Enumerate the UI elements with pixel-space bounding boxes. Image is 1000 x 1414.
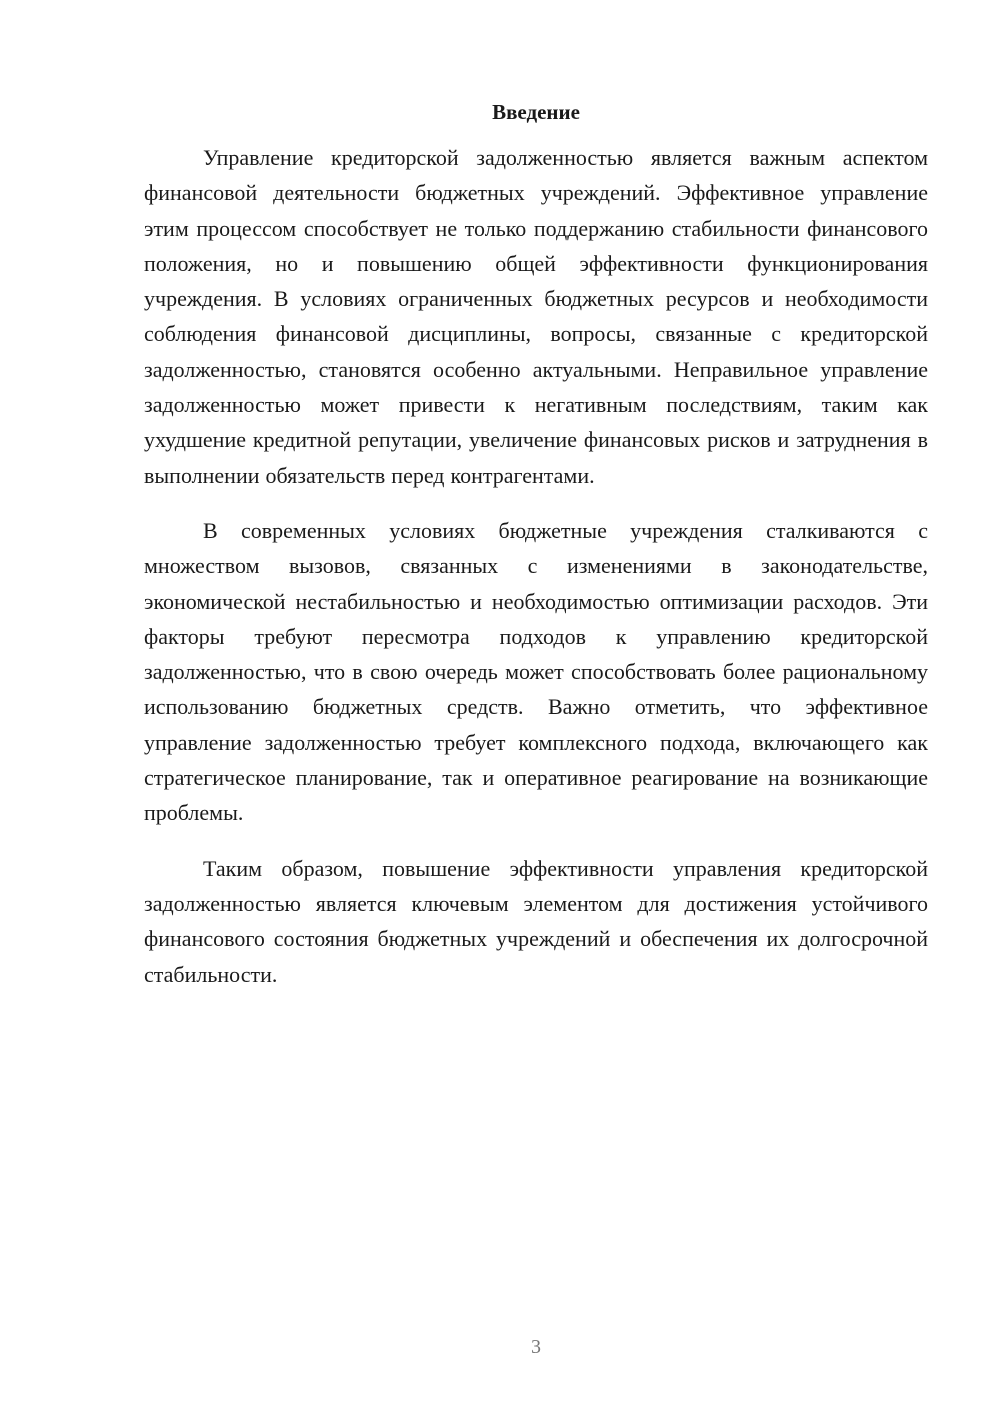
paragraph-3: Таким образом, повышение эффективности управления кредиторской задолженностью является ключевым элементом для достижения устойчивого финансового состояния бюджетных учреждений и обеспечения их долгосрочной стабильности. <box>144 855 928 987</box>
section-title: Введение <box>492 100 580 124</box>
paragraph-2: В современных условиях бюджетные учреждения сталкиваются с множеством вызовов, связанных с изменениями в законодательстве, экономической нестабильностью и необходимостью оптимизации расходов. Эти факторы требуют пересмотра подходов к управлению кредиторской задолженностью, что в свою очередь может способствовать более рациональному использованию бюджетных средств. Важно отметить, что эффективное управление задолженностью требует комплексного подхода, включающего как стратегическое планирование, так и оперативное реагирование на возникающие проблемы. <box>144 517 928 826</box>
page-number: 3 <box>531 1336 541 1358</box>
paragraph-1: Управление кредиторской задолженностью является важным аспектом финансовой деятельности бюджетных учреждений. Эффективное управление этим процессом способствует не только поддержанию стабильности финансового положения, но и повышению общей эффективности функционирования учреждения. В условиях ограниченных бюджетных ресурсов и необходимости соблюдения финансовой дисциплины, вопросы, связанные с кредиторской задолженностью, становятся особенно актуальными. Неправильное управление задолженностью может привести к негативным последствиям, таким как ухудшение кредитной репутации, увеличение финансовых рисков и затруднения в выполнении обязательств перед контрагентами. <box>144 145 928 488</box>
section-body <box>144 140 928 992</box>
